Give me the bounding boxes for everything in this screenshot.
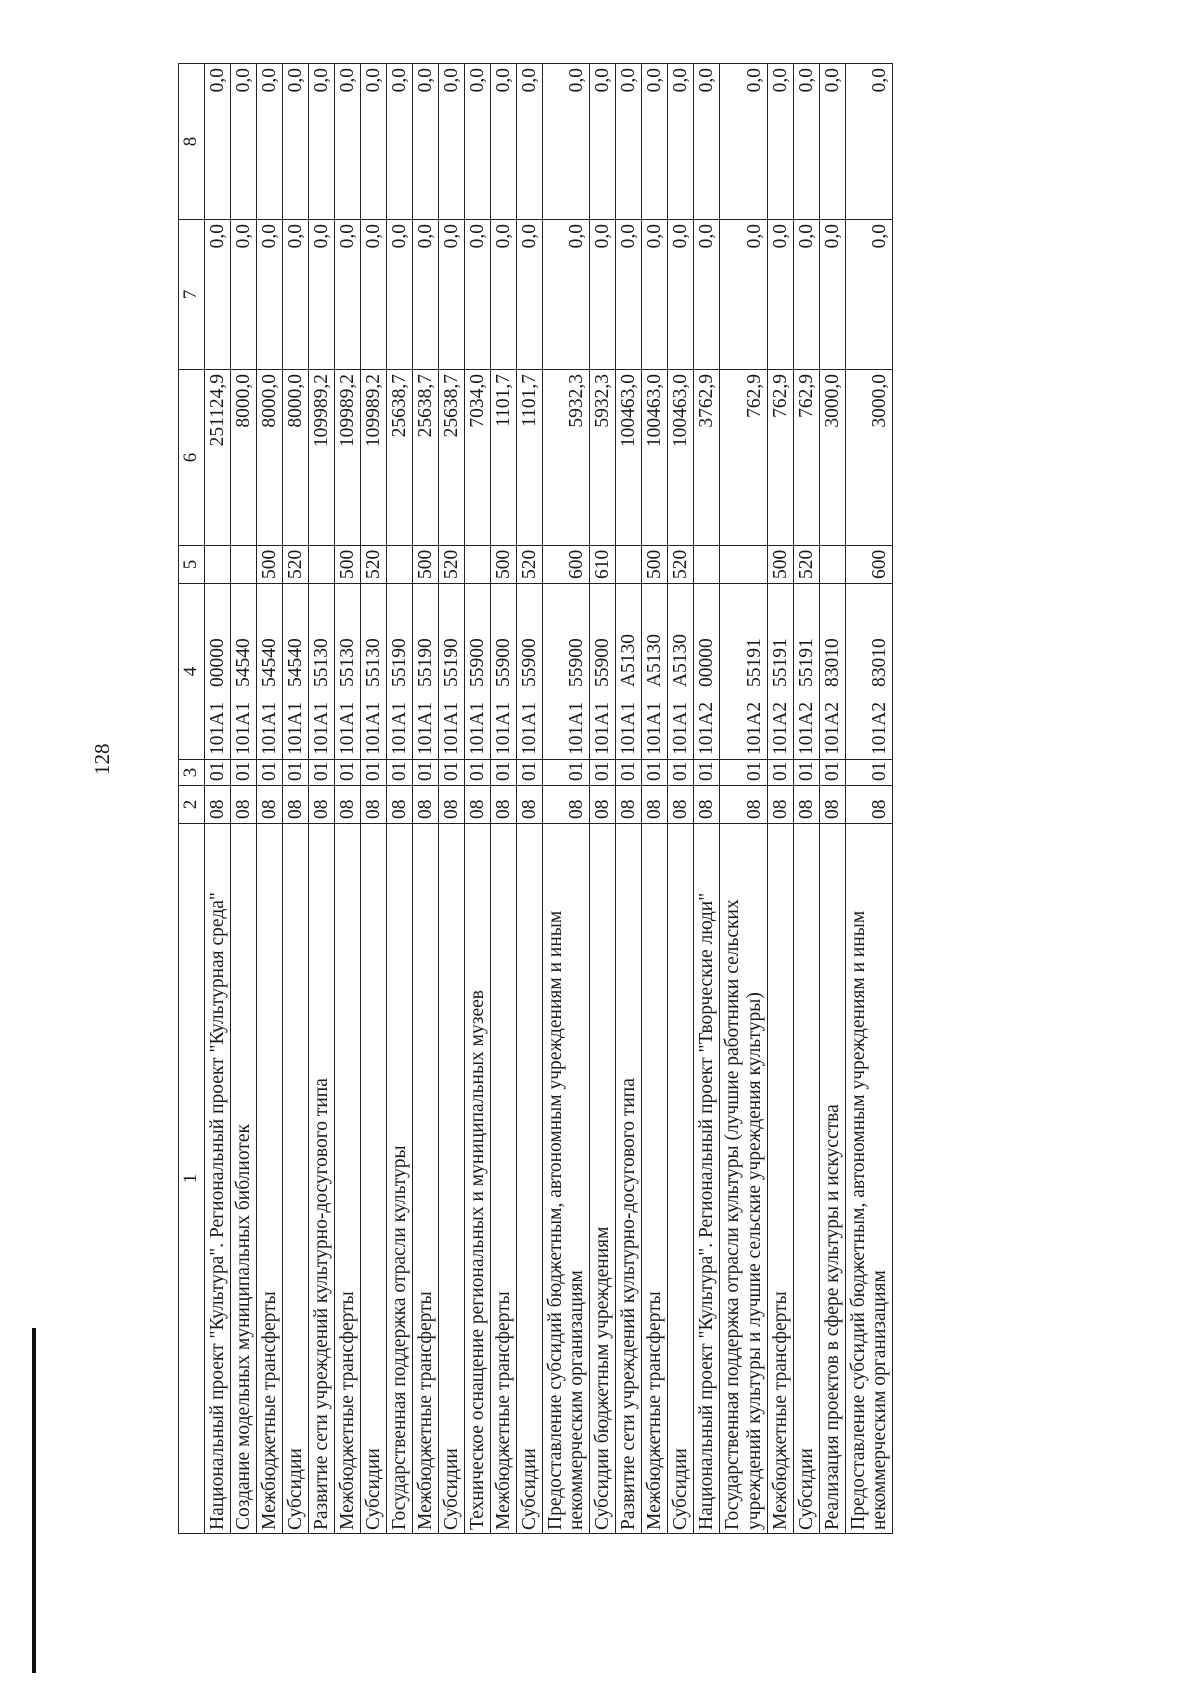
target-article-code: 101А1 55900 [491,584,517,760]
section-code: 08 [668,786,694,824]
target-article-code: 101А1 А5130 [642,584,668,760]
amount-col8: 0,0 [230,64,256,220]
target-article-code: 101А1 55900 [543,584,590,760]
amount-col6: 7034,0 [464,370,490,546]
budget-table-sheet [178,64,1058,1534]
subsection-code: 01 [412,760,438,786]
target-article-code: 101А1 54540 [282,584,308,760]
section-code: 08 [308,786,334,824]
amount-col7: 0,0 [230,220,256,370]
table-row [819,64,845,1534]
table-row [767,64,793,1534]
amount-col8: 0,0 [204,64,230,220]
subsection-code: 01 [256,760,282,786]
section-code: 08 [590,786,616,824]
section-code: 08 [412,786,438,824]
amount-col7: 0,0 [334,220,360,370]
amount-col6: 5932,3 [590,370,616,546]
expense-type-code: 520 [793,546,819,584]
expense-type-code: 500 [642,546,668,584]
target-article-code: 101А1 55190 [386,584,412,760]
expense-type-code: 610 [590,546,616,584]
amount-col6: 25638,7 [386,370,412,546]
subsection-code: 01 [543,760,590,786]
target-article-code: 101А1 А5130 [616,584,642,760]
row-name: Субсидии [360,824,386,1534]
amount-col6: 762,9 [767,370,793,546]
amount-col7: 0,0 [412,220,438,370]
expense-type-code: 500 [334,546,360,584]
subsection-code: 01 [360,760,386,786]
amount-col7: 0,0 [845,220,892,370]
expense-type-code: 600 [543,546,590,584]
amount-col7: 0,0 [793,220,819,370]
expense-type-code: 520 [360,546,386,584]
amount-col6: 109989,2 [360,370,386,546]
row-name: Развитие сети учреждений культурно-досугового типа [616,824,642,1534]
subsection-code: 01 [694,760,720,786]
amount-col8: 0,0 [543,64,590,220]
amount-col8: 0,0 [334,64,360,220]
section-code: 08 [334,786,360,824]
section-code: 08 [694,786,720,824]
amount-col7: 0,0 [517,220,543,370]
amount-col6: 8000,0 [282,370,308,546]
budget-table [178,63,893,1534]
table-row [412,64,438,1534]
section-code: 08 [845,786,892,824]
amount-col8: 0,0 [819,64,845,220]
amount-col8: 0,0 [720,64,767,220]
amount-col7: 0,0 [819,220,845,370]
amount-col8: 0,0 [694,64,720,220]
target-article-code: 101А1 54540 [230,584,256,760]
column-header: 2 [179,786,205,824]
amount-col7: 0,0 [308,220,334,370]
expense-type-code: 520 [517,546,543,584]
target-article-code: 101А1 55130 [334,584,360,760]
column-header: 6 [179,370,205,546]
expense-type-code [819,546,845,584]
table-row [543,64,590,1534]
amount-col7: 0,0 [360,220,386,370]
amount-col7: 0,0 [767,220,793,370]
amount-col7: 0,0 [386,220,412,370]
row-name: Межбюджетные трансферты [642,824,668,1534]
amount-col6: 109989,2 [308,370,334,546]
row-name: Национальный проект "Культура". Региональный проект "Творческие люди" [694,824,720,1534]
amount-col6: 8000,0 [256,370,282,546]
target-article-code: 101А2 83010 [819,584,845,760]
amount-col8: 0,0 [308,64,334,220]
row-name: Субсидии [668,824,694,1534]
header-row [179,64,205,1534]
target-article-code: 101А2 55191 [793,584,819,760]
expense-type-code: 500 [256,546,282,584]
amount-col8: 0,0 [282,64,308,220]
section-code: 08 [438,786,464,824]
amount-col6: 3762,9 [694,370,720,546]
section-code: 08 [616,786,642,824]
subsection-code: 01 [616,760,642,786]
row-name: Субсидии [517,824,543,1534]
amount-col7: 0,0 [204,220,230,370]
target-article-code: 101А1 55900 [464,584,490,760]
amount-col6: 1101,7 [491,370,517,546]
column-header: 1 [179,824,205,1534]
section-code: 08 [282,786,308,824]
row-name: Предоставление субсидий бюджетным, автономным учреждениям и иным некоммерческим организациям [845,824,892,1534]
table-row [694,64,720,1534]
target-article-code: 101А2 00000 [694,584,720,760]
row-name: Межбюджетные трансферты [412,824,438,1534]
column-header: 3 [179,760,205,786]
column-header: 8 [179,64,205,220]
target-article-code: 101А2 83010 [845,584,892,760]
amount-col6: 3000,0 [819,370,845,546]
amount-col6: 251124,9 [204,370,230,546]
target-article-code: 101А1 55130 [360,584,386,760]
subsection-code: 01 [386,760,412,786]
amount-col8: 0,0 [256,64,282,220]
row-name: Межбюджетные трансферты [256,824,282,1534]
row-name: Государственная поддержка отрасли культуры [386,824,412,1534]
table-row [793,64,819,1534]
expense-type-code: 520 [668,546,694,584]
amount-col6: 100463,0 [668,370,694,546]
expense-type-code: 600 [845,546,892,584]
subsection-code: 01 [793,760,819,786]
table-row [204,64,230,1534]
row-name: Предоставление субсидий бюджетным, автономным учреждениям и иным некоммерческим организациям [543,824,590,1534]
table-row [642,64,668,1534]
table-row [491,64,517,1534]
expense-type-code [694,546,720,584]
target-article-code: 101А1 А5130 [668,584,694,760]
row-name: Реализация проектов в сфере культуры и искусства [819,824,845,1534]
subsection-code: 01 [819,760,845,786]
amount-col8: 0,0 [793,64,819,220]
subsection-code: 01 [334,760,360,786]
amount-col7: 0,0 [282,220,308,370]
amount-col6: 1101,7 [517,370,543,546]
section-code: 08 [386,786,412,824]
amount-col8: 0,0 [464,64,490,220]
amount-col8: 0,0 [517,64,543,220]
amount-col6: 100463,0 [642,370,668,546]
subsection-code: 01 [517,760,543,786]
section-code: 08 [517,786,543,824]
row-name: Развитие сети учреждений культурно-досугового типа [308,824,334,1534]
amount-col7: 0,0 [438,220,464,370]
section-code: 08 [360,786,386,824]
section-code: 08 [793,786,819,824]
amount-col7: 0,0 [464,220,490,370]
subsection-code: 01 [491,760,517,786]
subsection-code: 01 [642,760,668,786]
amount-col7: 0,0 [720,220,767,370]
amount-col8: 0,0 [668,64,694,220]
expense-type-code [386,546,412,584]
table-row [308,64,334,1534]
column-header: 7 [179,220,205,370]
column-header: 4 [179,584,205,760]
row-name: Создание модельных муниципальных библиотек [230,824,256,1534]
expense-type-code [720,546,767,584]
row-name: Государственная поддержка отрасли культуры (лучшие работники сельских учреждений культуры и лучшие сельские учреждения культуры) [720,824,767,1534]
amount-col7: 0,0 [668,220,694,370]
amount-col7: 0,0 [543,220,590,370]
amount-col8: 0,0 [438,64,464,220]
subsection-code: 01 [308,760,334,786]
row-name: Субсидии [282,824,308,1534]
amount-col8: 0,0 [412,64,438,220]
section-code: 08 [720,786,767,824]
table-row [464,64,490,1534]
table-row [668,64,694,1534]
amount-col8: 0,0 [590,64,616,220]
binding-margin-line [32,1328,36,1673]
target-article-code: 101А1 55190 [438,584,464,760]
column-header: 5 [179,546,205,584]
amount-col7: 0,0 [491,220,517,370]
subsection-code: 01 [282,760,308,786]
row-name: Субсидии [793,824,819,1534]
amount-col8: 0,0 [360,64,386,220]
target-article-code: 101А1 55900 [517,584,543,760]
amount-col8: 0,0 [767,64,793,220]
table-row [845,64,892,1534]
amount-col6: 25638,7 [412,370,438,546]
section-code: 08 [491,786,517,824]
table-row [517,64,543,1534]
row-name: Межбюджетные трансферты [334,824,360,1534]
row-name: Национальный проект "Культура". Региональный проект "Культурная среда" [204,824,230,1534]
expense-type-code: 520 [438,546,464,584]
table-row [282,64,308,1534]
table-row [256,64,282,1534]
amount-col6: 762,9 [720,370,767,546]
amount-col8: 0,0 [616,64,642,220]
target-article-code: 101А1 55130 [308,584,334,760]
section-code: 08 [543,786,590,824]
expense-type-code [616,546,642,584]
expense-type-code [230,546,256,584]
amount-col6: 109989,2 [334,370,360,546]
expense-type-code: 500 [412,546,438,584]
expense-type-code: 500 [491,546,517,584]
subsection-code: 01 [464,760,490,786]
table-row [438,64,464,1534]
row-name: Субсидии [438,824,464,1534]
row-name: Межбюджетные трансферты [767,824,793,1534]
amount-col8: 0,0 [386,64,412,220]
target-article-code: 101А2 55191 [720,584,767,760]
amount-col7: 0,0 [256,220,282,370]
amount-col7: 0,0 [590,220,616,370]
expense-type-code: 500 [767,546,793,584]
target-article-code: 101А2 55191 [767,584,793,760]
section-code: 08 [230,786,256,824]
subsection-code: 01 [590,760,616,786]
row-name: Техническое оснащение региональных и муниципальных музеев [464,824,490,1534]
row-name: Межбюджетные трансферты [491,824,517,1534]
target-article-code: 101А1 55900 [590,584,616,760]
amount-col7: 0,0 [694,220,720,370]
subsection-code: 01 [230,760,256,786]
amount-col7: 0,0 [642,220,668,370]
subsection-code: 01 [720,760,767,786]
section-code: 08 [464,786,490,824]
expense-type-code [204,546,230,584]
expense-type-code [464,546,490,584]
expense-type-code [308,546,334,584]
target-article-code: 101А1 54540 [256,584,282,760]
table-row [720,64,767,1534]
subsection-code: 01 [438,760,464,786]
subsection-code: 01 [845,760,892,786]
section-code: 08 [642,786,668,824]
amount-col6: 762,9 [793,370,819,546]
section-code: 08 [767,786,793,824]
subsection-code: 01 [204,760,230,786]
table-row [230,64,256,1534]
target-article-code: 101А1 00000 [204,584,230,760]
section-code: 08 [204,786,230,824]
subsection-code: 01 [767,760,793,786]
amount-col6: 25638,7 [438,370,464,546]
target-article-code: 101А1 55190 [412,584,438,760]
amount-col6: 100463,0 [616,370,642,546]
amount-col8: 0,0 [642,64,668,220]
table-row [616,64,642,1534]
subsection-code: 01 [668,760,694,786]
table-row [360,64,386,1534]
row-name: Субсидии бюджетным учреждениям [590,824,616,1534]
amount-col6: 5932,3 [543,370,590,546]
page-number: 128 [90,743,114,775]
table-row [590,64,616,1534]
expense-type-code: 520 [282,546,308,584]
amount-col7: 0,0 [616,220,642,370]
amount-col6: 8000,0 [230,370,256,546]
section-code: 08 [256,786,282,824]
amount-col8: 0,0 [845,64,892,220]
amount-col6: 3000,0 [845,370,892,546]
table-row [334,64,360,1534]
table-row [386,64,412,1534]
amount-col8: 0,0 [491,64,517,220]
section-code: 08 [819,786,845,824]
